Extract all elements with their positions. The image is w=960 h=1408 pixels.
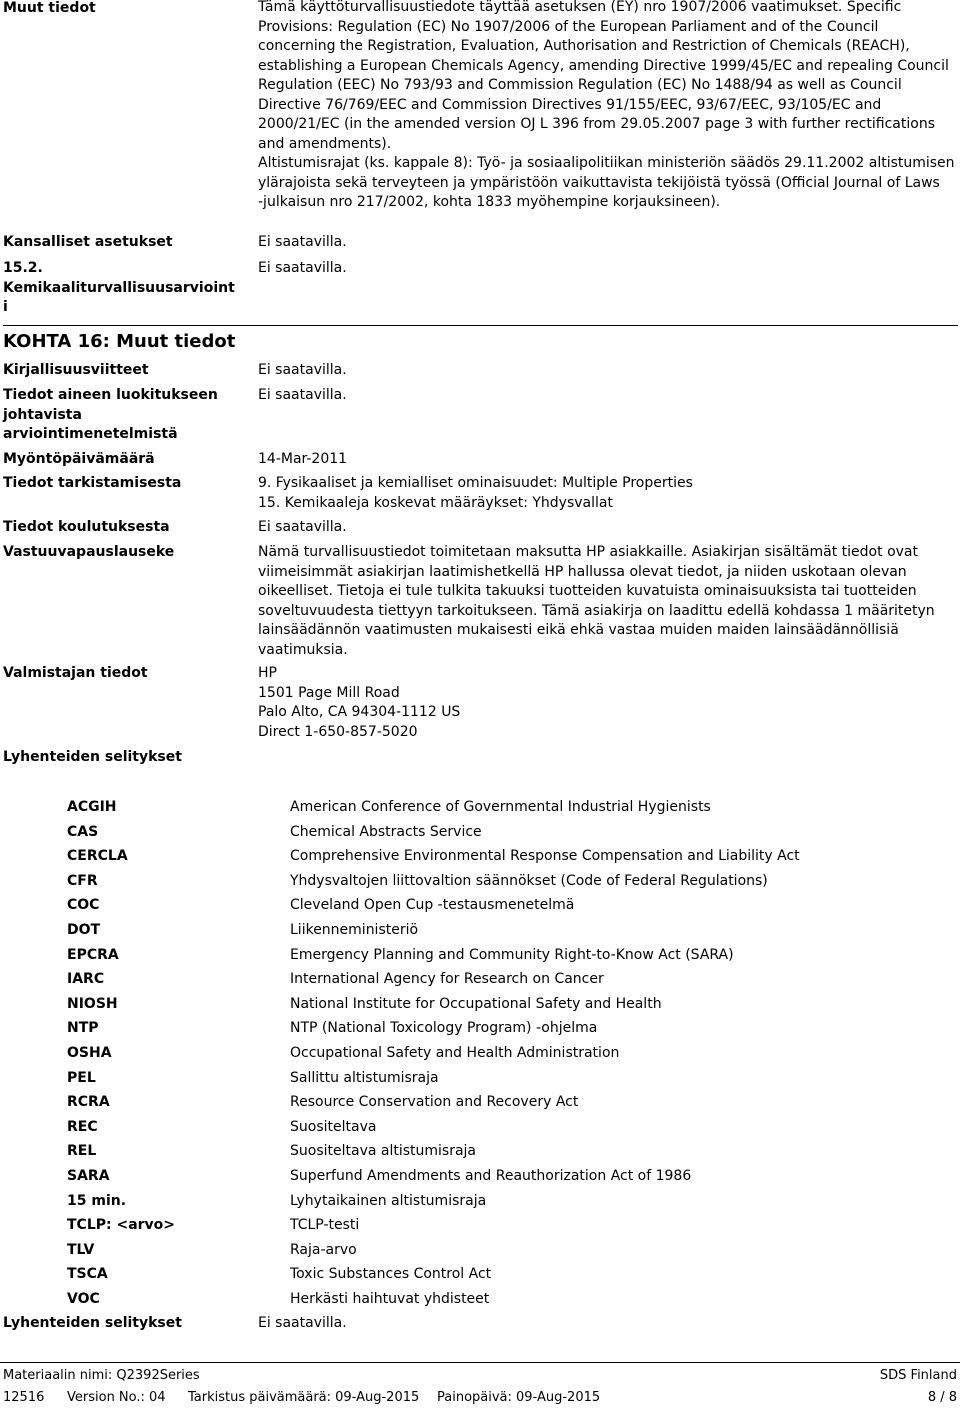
footer-page-number: 8 / 8	[927, 1390, 957, 1405]
kansalliset-label: Kansalliset asetukset	[3, 234, 173, 250]
muut-tiedot-label: Muut tiedot	[3, 0, 96, 16]
footer-version: Version No.: 04	[67, 1390, 166, 1405]
abbr-key: CAS	[67, 823, 99, 840]
abbr-key: COC	[67, 897, 100, 914]
text-line: concerning the Registration, Evaluation, Authorisation and Restriction of Chemicals (REACH),	[258, 38, 910, 54]
abbr-key: OSHA	[67, 1045, 112, 1061]
footer-document-number: 12516	[3, 1390, 45, 1405]
kirjallisuus-value: Ei saatavilla.	[258, 362, 347, 378]
label-line: arviointimenetelmistä	[3, 426, 178, 442]
abbr-value: International Agency for Research on Cancer	[290, 971, 604, 988]
arviointi-value: Ei saatavilla.	[258, 260, 347, 276]
abbr-key: SARA	[67, 1168, 110, 1184]
vastuuvapaus-text	[258, 543, 958, 660]
abbr-key: IARC	[67, 971, 105, 988]
tarkistus-label: Tiedot tarkistamisesta	[3, 475, 182, 491]
abbr-value: Comprehensive Environmental Response Compensation and Liability Act	[290, 848, 800, 865]
text-line: soveltuvuudesta tiettyyn tarkoitukseen. Tämä asiakirja on laadittu edellä kohdassa 1 määritetyn	[258, 602, 935, 619]
abbr-key: TLV	[67, 1241, 95, 1258]
phone-line: Direct 1-650-857-5020	[258, 723, 418, 740]
abbr-key: ACGIH	[67, 799, 117, 815]
valmistaja-address	[258, 664, 958, 742]
vastuuvapaus-label: Vastuuvapauslauseke	[3, 544, 175, 560]
lyhenteet-bottom-value: Ei saatavilla.	[258, 1315, 347, 1331]
footer-divider	[0, 1362, 960, 1363]
tarkistus-value	[258, 474, 958, 513]
text-line: ylärajoista sekä terveyteen ja ympäristöön vaikuttavista tekijöistä työssä (Official Journal of Laws	[258, 174, 940, 191]
koulutus-label: Tiedot koulutuksesta	[3, 519, 170, 535]
text-line: establishing a European Chemicals Agency, amending Directive 1999/45/EC and repealing Council	[258, 57, 949, 74]
abbr-value: TCLP-testi	[290, 1217, 360, 1234]
abbr-key: VOC	[67, 1291, 100, 1307]
abbr-value: American Conference of Governmental Industrial Hygienists	[290, 799, 711, 815]
abbr-key: NIOSH	[67, 995, 118, 1012]
abbr-key: RCRA	[67, 1094, 110, 1111]
abbr-value: Emergency Planning and Community Right-to-Know Act (SARA)	[290, 946, 734, 963]
abbr-value: Liikenneministeriö	[290, 922, 419, 938]
kansalliset-value: Ei saatavilla.	[258, 234, 347, 250]
kirjallisuus-label: Kirjallisuusviitteet	[3, 362, 149, 378]
address-line: 1501 Page Mill Road	[258, 684, 400, 701]
text-line: 9. Fysikaaliset ja kemialliset ominaisuudet: Multiple Properties	[258, 475, 693, 491]
abbr-key: 15 min.	[67, 1192, 127, 1209]
text-line: Directive 76/769/EEC and Commission Directives 91/155/EEC, 93/67/EEC, 93/105/EC and	[258, 96, 882, 113]
text-line: vaatimuksia.	[258, 641, 348, 658]
luokitus-value: Ei saatavilla.	[258, 387, 347, 403]
text-line: Regulation (EEC) No 793/93 and Commission Regulation (EC) No 1488/94 as well as Council	[258, 77, 902, 93]
abbr-key: TCLP: <arvo>	[67, 1217, 176, 1234]
abbr-value: Superfund Amendments and Reauthorization Act of 1986	[290, 1168, 692, 1184]
abbr-value: Occupational Safety and Health Administration	[290, 1045, 620, 1061]
valmistaja-label: Valmistajan tiedot	[3, 665, 148, 681]
text-line: -julkaisun nro 217/2002, kohta 1833 myöhempine korjauksineen).	[258, 194, 721, 210]
footer-revision-date: Tarkistus päivämäärä: 09-Aug-2015	[188, 1390, 420, 1405]
footer-material-name: Materiaalin nimi: Q2392Series	[3, 1368, 200, 1383]
abbr-value: Resource Conservation and Recovery Act	[290, 1094, 579, 1111]
abbr-value: Chemical Abstracts Service	[290, 823, 482, 840]
lyhenteet-bottom-label: Lyhenteiden selitykset	[3, 1315, 182, 1331]
koulutus-value: Ei saatavilla.	[258, 519, 347, 535]
section-number: 15.2.	[3, 260, 43, 276]
abbr-value: Toxic Substances Control Act	[290, 1266, 492, 1283]
abbr-key: REL	[67, 1143, 97, 1160]
abbr-value: Cleveland Open Cup -testausmenetelmä	[290, 897, 575, 914]
myontopaiva-label: Myöntöpäivämäärä	[3, 451, 155, 467]
text-line: lainsäädännön vaatimusten mukaisesti eikä ehkä vastaa muiden maiden lainsäädännöllisiä	[258, 622, 899, 638]
text-line: Altistumisrajat (ks. kappale 8): Työ- ja sosiaalipolitiikan ministeriön säädös 29.11.2002 altistumisen	[258, 155, 955, 171]
abbr-value: Suositeltava altistumisraja	[290, 1143, 477, 1160]
luokitus-label	[3, 386, 239, 445]
abbr-key: NTP	[67, 1020, 99, 1037]
abbr-value: Raja-arvo	[290, 1241, 357, 1258]
label-line: Tiedot aineen luokitukseen	[3, 387, 218, 403]
section-divider	[3, 325, 958, 326]
text-line: Tämä käyttöturvallisuustiedote täyttää asetuksen (EY) nro 1907/2006 vaatimukset. Specific	[258, 0, 902, 15]
abbr-value: Sallittu altistumisraja	[290, 1069, 439, 1086]
company-name: HP	[258, 665, 277, 681]
text-line: viimeisimmät asiakirjan laatimishetkellä HP hallussa olevat tiedot, ja niiden uskotaan olevan	[258, 563, 907, 580]
abbr-value: Lyhytaikainen altistumisraja	[290, 1192, 487, 1209]
abbr-value: Herkästi haihtuvat yhdisteet	[290, 1291, 490, 1307]
myontopaiva-value: 14-Mar-2011	[258, 451, 348, 467]
abbr-value: Yhdysvaltojen liittovaltion säännökset (Code of Federal Regulations)	[290, 872, 768, 889]
text-line: 15. Kemikaaleja koskevat määräykset: Yhdysvallat	[258, 494, 613, 511]
abbr-key: DOT	[67, 922, 101, 938]
text-line: 2000/21/EC (in the amended version OJ L 396 from 29.05.2007 page 3 with further rectifications	[258, 116, 935, 132]
section-title: KOHTA 16: Muut tiedot	[3, 331, 236, 352]
abbr-value: NTP (National Toxicology Program) -ohjelma	[290, 1020, 598, 1037]
label-line: johtavista	[3, 406, 82, 423]
abbr-key: TSCA	[67, 1266, 108, 1283]
abbr-key: CFR	[67, 872, 98, 889]
muut-tiedot-text	[258, 0, 958, 213]
abbr-value: Suositeltava	[290, 1118, 377, 1135]
footer-sds-region: SDS Finland	[879, 1368, 957, 1383]
text-line: Provisions: Regulation (EC) No 1907/2006 of the European Parliament and of the Council	[258, 18, 879, 35]
text-line: and amendments).	[258, 135, 392, 152]
lyhenteet-label: Lyhenteiden selitykset	[3, 749, 182, 765]
abbr-key: REC	[67, 1118, 98, 1135]
abbr-value: National Institute for Occupational Safety and Health	[290, 995, 662, 1012]
footer-print-date: Painopäivä: 09-Aug-2015	[437, 1390, 601, 1405]
arviointi-label-text: Kemikaaliturvallisuusarviointi	[3, 279, 235, 315]
arviointi-label	[3, 259, 239, 318]
address-line: Palo Alto, CA 94304-1112 US	[258, 704, 461, 720]
text-line: oikeelliset. Tietoja ei tule tulkita takuuksi tuotteiden kuvatuista ominaisuuksista tai tuotteiden	[258, 583, 917, 599]
abbr-key: CERCLA	[67, 848, 128, 865]
abbr-key: PEL	[67, 1069, 96, 1086]
abbr-key: EPCRA	[67, 946, 119, 963]
text-line: Nämä turvallisuustiedot toimitetaan maksutta HP asiakkaille. Asiakirjan sisältämät tiedot ovat	[258, 544, 918, 560]
